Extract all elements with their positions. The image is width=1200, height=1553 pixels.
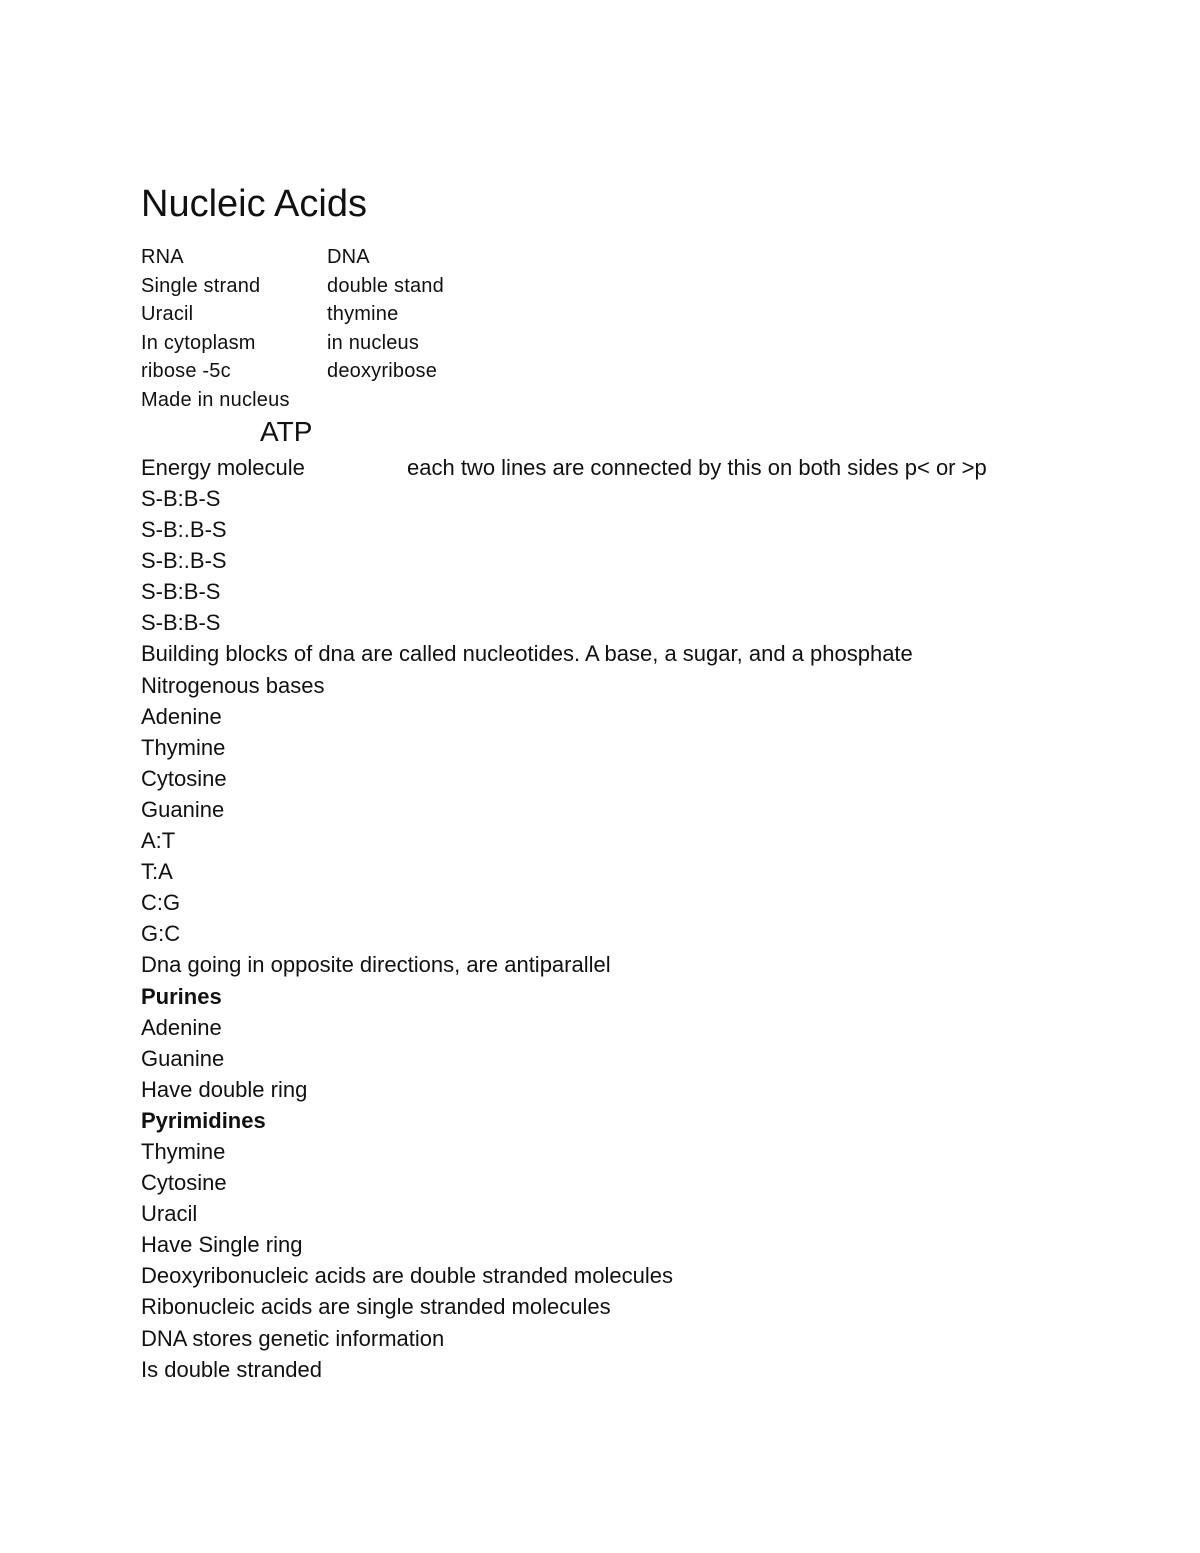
note-line: Deoxyribonucleic acids are double stranded molecules [141, 1263, 673, 1289]
note-line: Dna going in opposite directions, are antiparallel [141, 952, 611, 978]
notes-list [141, 483, 913, 1385]
note-line: C:G [141, 890, 181, 916]
rna-cell: Uracil [141, 303, 194, 326]
dna-cell: thymine [327, 303, 399, 326]
purines-heading: Purines [141, 983, 222, 1009]
note-line: Guanine [141, 1045, 225, 1071]
note-line: Ribonucleic acids are single stranded molecules [141, 1294, 611, 1320]
note-line: Cytosine [141, 1170, 227, 1196]
atp-heading: ATP [260, 416, 313, 447]
note-line: Guanine [141, 796, 225, 822]
note-line: Have double ring [141, 1076, 308, 1102]
note-line: Cytosine [141, 765, 227, 791]
note-line: Adenine [141, 1014, 222, 1040]
note-line: S-B:B-S [141, 610, 221, 636]
note-line: DNA stores genetic information [141, 1325, 445, 1351]
note-line: Thymine [141, 1138, 226, 1164]
note-line: T:A [141, 859, 173, 885]
note-line: Is double stranded [141, 1356, 323, 1382]
note-line: S-B:.B-S [141, 517, 227, 543]
note-line: A:T [141, 828, 176, 854]
note-line: Building blocks of dna are called nucleotides. A base, a sugar, and a phosphate [141, 641, 913, 667]
dna-cell: deoxyribose [327, 360, 438, 383]
page-title: Nucleic Acids [141, 183, 367, 225]
rna-cell: In cytoplasm [141, 331, 256, 354]
dna-header: DNA [327, 246, 370, 268]
note-line: Nitrogenous bases [141, 672, 325, 698]
note-line: Uracil [141, 1201, 198, 1227]
energy-molecule-label: Energy molecule [141, 455, 305, 480]
note-line: S-B:.B-S [141, 548, 227, 574]
energy-molecule-note: each two lines are connected by this on both sides p< or >p [407, 455, 987, 480]
energy-molecule-row [141, 452, 1141, 483]
rna-cell: Made in nucleus [141, 388, 290, 411]
note-line: S-B:B-S [141, 486, 221, 511]
note-line: Have Single ring [141, 1232, 303, 1258]
note-line: Adenine [141, 703, 222, 729]
dna-cell: double stand [327, 274, 444, 297]
rna-header: RNA [141, 246, 184, 268]
dna-cell: in nucleus [327, 331, 420, 354]
pyrimidines-heading: Pyrimidines [141, 1107, 266, 1133]
note-line: G:C [141, 921, 181, 947]
rna-cell: Single strand [141, 274, 261, 297]
note-line: S-B:B-S [141, 579, 221, 605]
note-line: Thymine [141, 734, 226, 760]
rna-cell: ribose -5c [141, 360, 231, 383]
